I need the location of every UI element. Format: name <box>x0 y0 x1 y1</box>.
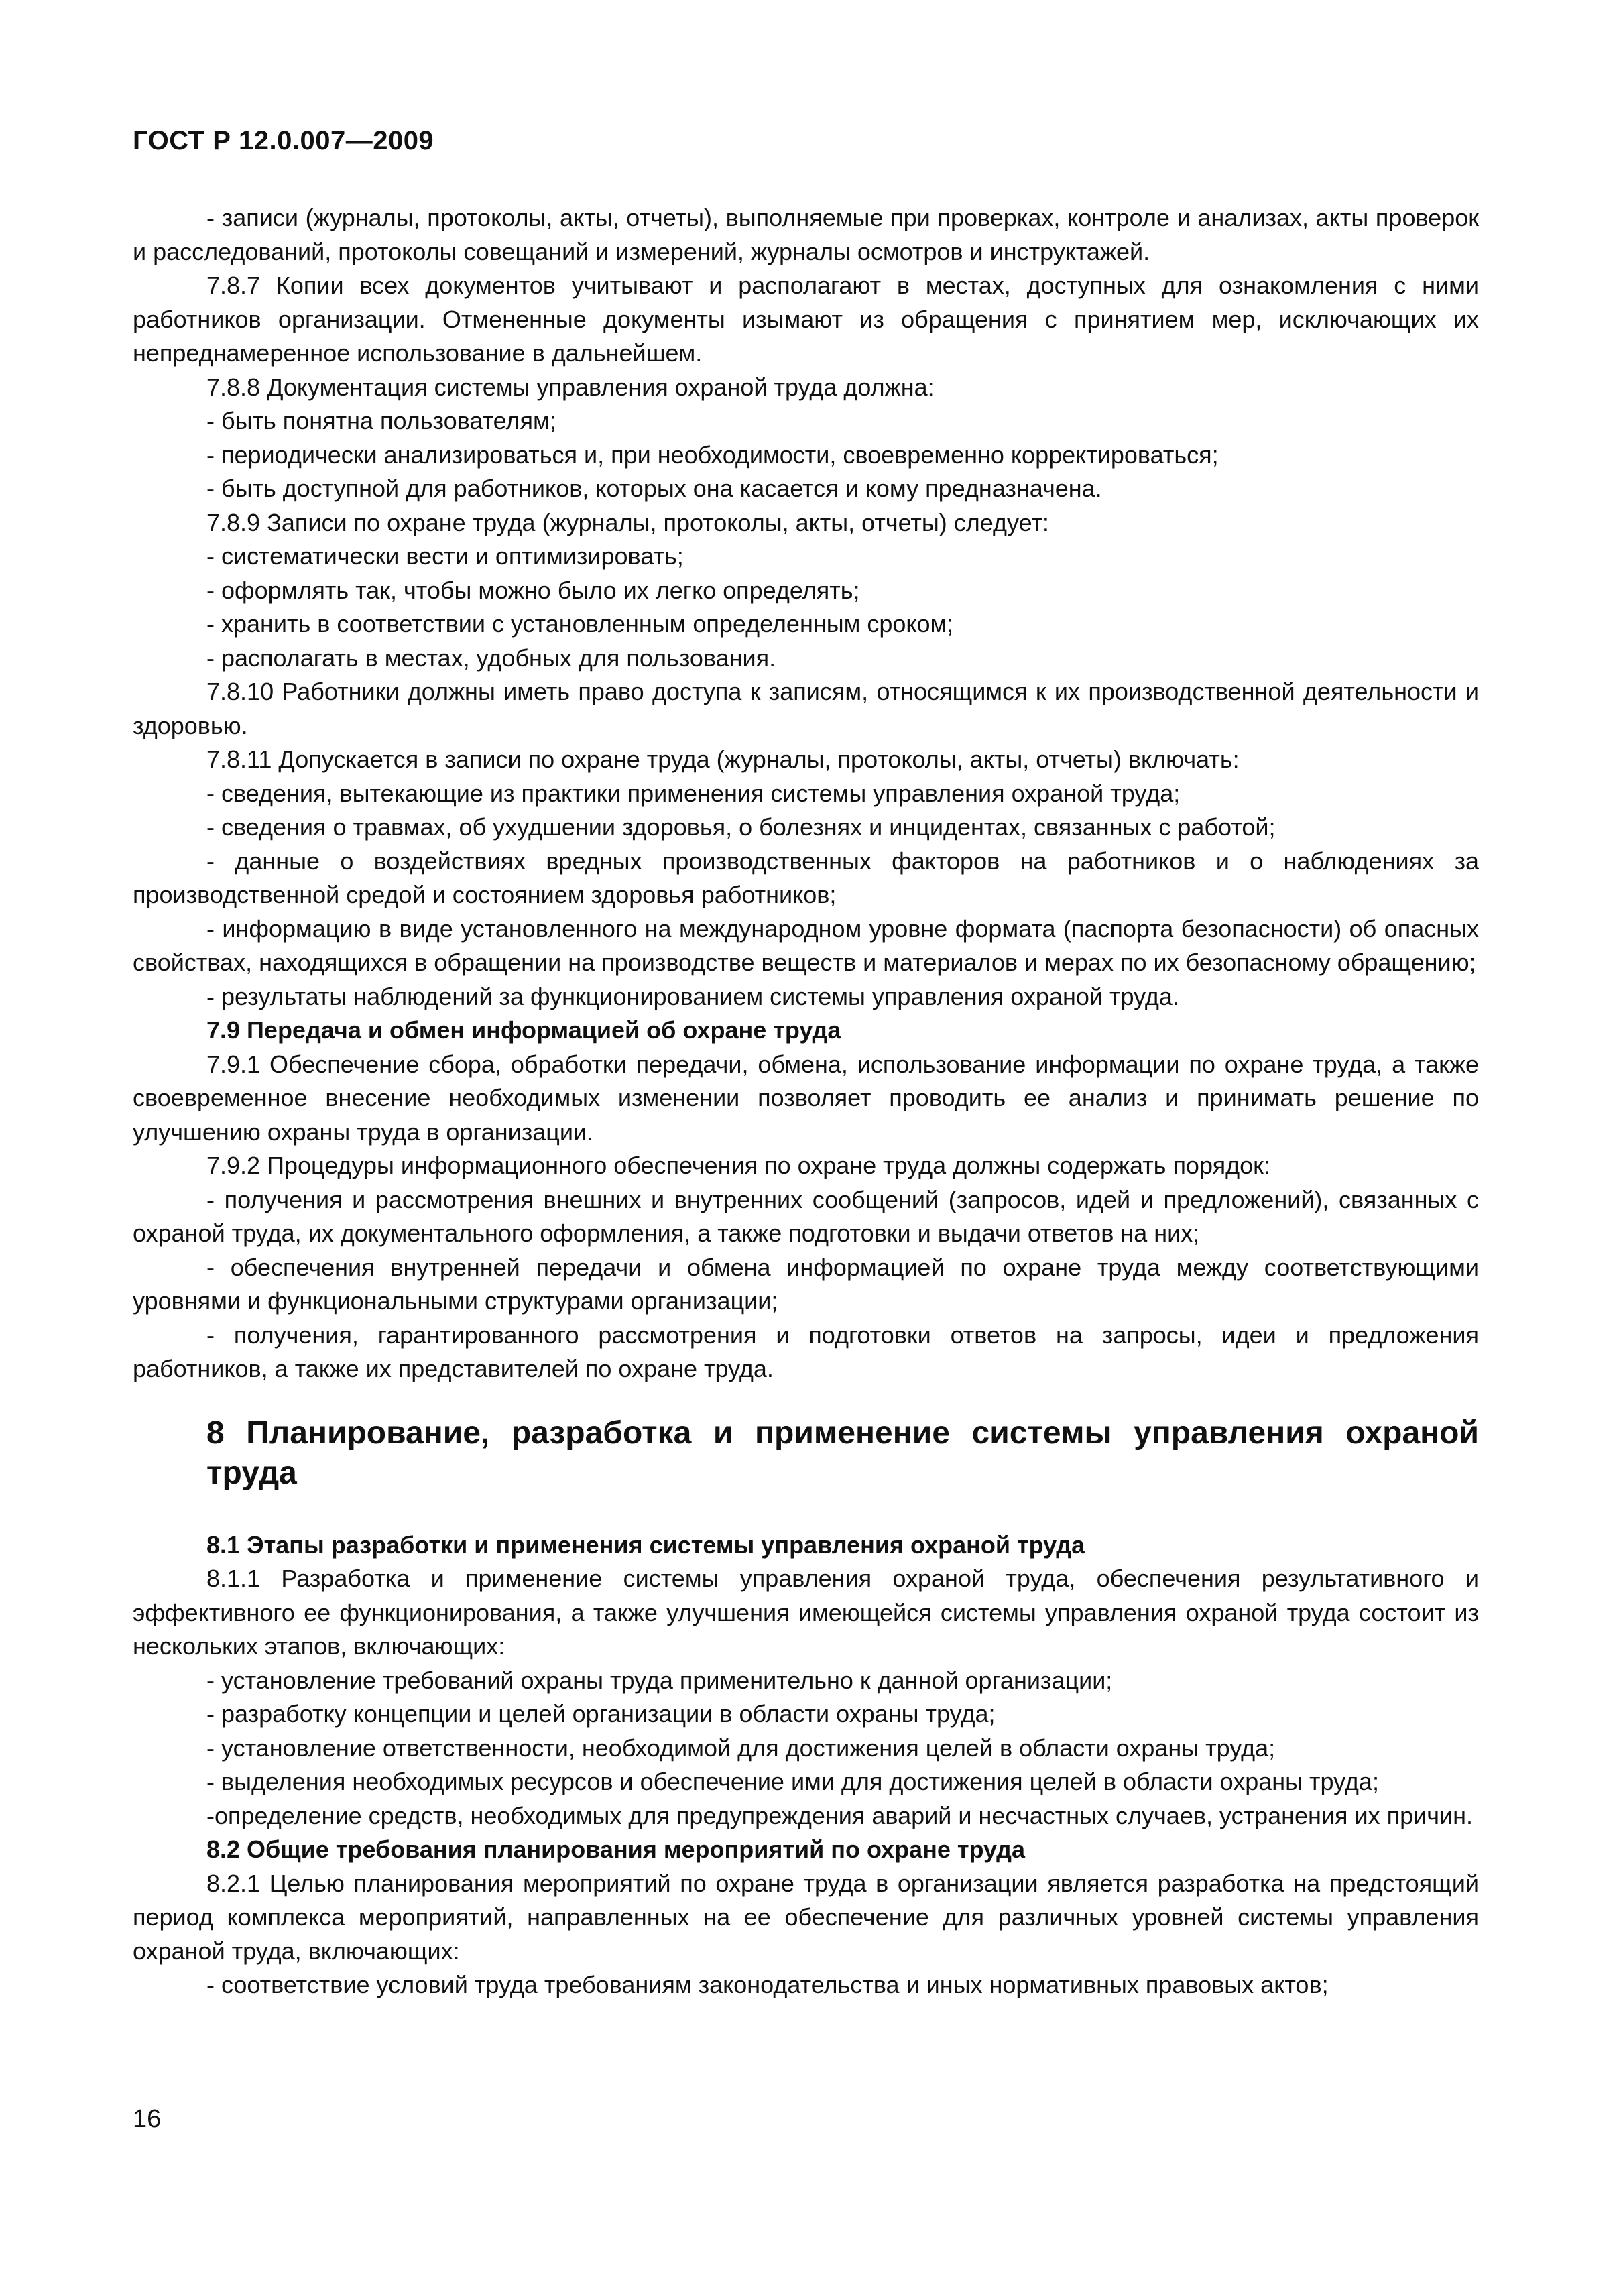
list-item: - оформлять так, чтобы можно было их легко определять; <box>206 576 860 604</box>
body-paragraph: 8.2.1 Целью планирования мероприятий по охране труда в организации является разработка на предстоящий период комплекса мероприятий, направленных на ее обеспечение для различных уровней системы управления охраной труда, включающих: <box>133 1869 1479 1965</box>
chapter-heading-8: 8 Планирование, разработка и применение системы управления охраной труда <box>206 1414 1479 1491</box>
list-item: - обеспечения внутренней передачи и обмена информацией по охране труда между соответствующими уровнями и функциональными структурами организации; <box>133 1253 1479 1315</box>
list-item: - соответствие условий труда требованиям законодательства и иных нормативных правовых актов; <box>206 1971 1329 1998</box>
body-paragraph: - записи (журналы, протоколы, акты, отчеты), выполняемые при проверках, контроле и анализах, акты проверок и расследований, протоколы совещаний и измерений, журналы осмотров и инструктажей. <box>133 204 1479 265</box>
list-item: - быть доступной для работников, которых она касается и кому предназначена. <box>206 475 1102 502</box>
list-item: - информацию в виде установленного на международном уровне формата (паспорта безопасности) об опасных свойствах, находящихся в обращении на производстве веществ и материалов и мерах по их безопасному обращению; <box>133 914 1479 976</box>
list-item: - получения, гарантированного рассмотрения и подготовки ответов на запросы, идеи и предложения работников, а также их представителей по охране труда. <box>133 1321 1479 1382</box>
list-item: - систематически вести и оптимизировать; <box>206 542 684 570</box>
list-item: - хранить в соответствии с установленным определенным сроком; <box>206 610 954 638</box>
body-paragraph: 7.8.10 Работники должны иметь право доступа к записям, относящимся к их производственной деятельности и здоровью. <box>133 678 1479 739</box>
list-item: - выделения необходимых ресурсов и обеспечение ими для достижения целей в области охраны труда; <box>206 1768 1379 1795</box>
list-item: - установление требований охраны труда применительно к данной организации; <box>206 1666 1113 1694</box>
body-paragraph: 7.8.9 Записи по охране труда (журналы, протоколы, акты, отчеты) следует: <box>206 508 1049 536</box>
list-item: - результаты наблюдений за функционированием системы управления охраной труда. <box>206 982 1179 1010</box>
list-item: -определение средств, необходимых для предупреждения аварий и несчастных случаев, устранения их причин. <box>206 1801 1473 1829</box>
list-item: - быть понятна пользователям; <box>206 407 556 434</box>
page-number: 16 <box>133 2105 162 2133</box>
list-item: - располагать в местах, удобных для пользования. <box>206 644 776 672</box>
list-item: - разработку концепции и целей организации в области охраны труда; <box>206 1700 996 1728</box>
section-heading-8-1: 8.1 Этапы разработки и применения системы управления охраной труда <box>206 1530 1085 1559</box>
document-code-header: ГОСТ Р 12.0.007—2009 <box>133 126 434 156</box>
body-paragraph: 7.9.2 Процедуры информационного обеспечения по охране труда должны содержать порядок: <box>206 1152 1270 1179</box>
body-paragraph: 7.9.1 Обеспечение сбора, обработки передачи, обмена, использование информации по охране труда, а также своевременное внесение необходимых изменении позволяет проводить ее анализ и принимать решение по улучшению охраны труда в организации. <box>133 1050 1479 1146</box>
list-item: - периодически анализироваться и, при необходимости, своевременно корректироваться; <box>206 440 1219 469</box>
body-paragraph: 7.8.8 Документация системы управления охраной труда должна: <box>206 373 935 401</box>
list-item: - данные о воздействиях вредных производственных факторов на работников и о наблюдениях за производственной средой и состоянием здоровья работников; <box>133 847 1479 908</box>
body-paragraph: 7.8.7 Копии всех документов учитывают и располагают в местах, доступных для ознакомления с ними работников организации. Отмененные документы изымают из обращения с принятием мер, исключающих их непреднамеренное использование в дальнейшем. <box>133 271 1479 367</box>
section-heading-7-9: 7.9 Передача и обмен информацией об охране труда <box>206 1016 841 1044</box>
section-heading-8-2: 8.2 Общие требования планирования мероприятий по охране труда <box>206 1835 1025 1863</box>
list-item: - получения и рассмотрения внешних и внутренних сообщений (запросов, идей и предложений), связанных с охраной труда, их документального оформления, а также подготовки и выдачи ответов на них; <box>133 1185 1479 1247</box>
body-paragraph: 7.8.11 Допускается в записи по охране труда (журналы, протоколы, акты, отчеты) включать: <box>206 745 1240 773</box>
page-body <box>133 201 1479 2002</box>
list-item: - установление ответственности, необходимой для достижения целей в области охраны труда; <box>206 1734 1276 1762</box>
body-paragraph: 8.1.1 Разработка и применение системы управления охраной труда, обеспечения результативного и эффективного ее функционирования, а также улучшения имеющейся системы управления охраной труда состоит из нескольких этапов, включающих: <box>133 1565 1479 1660</box>
list-item: - сведения о травмах, об ухудшении здоровья, о болезнях и инцидентах, связанных с работой; <box>206 813 1276 841</box>
list-item: - сведения, вытекающие из практики применения системы управления охраной труда; <box>206 779 1181 807</box>
